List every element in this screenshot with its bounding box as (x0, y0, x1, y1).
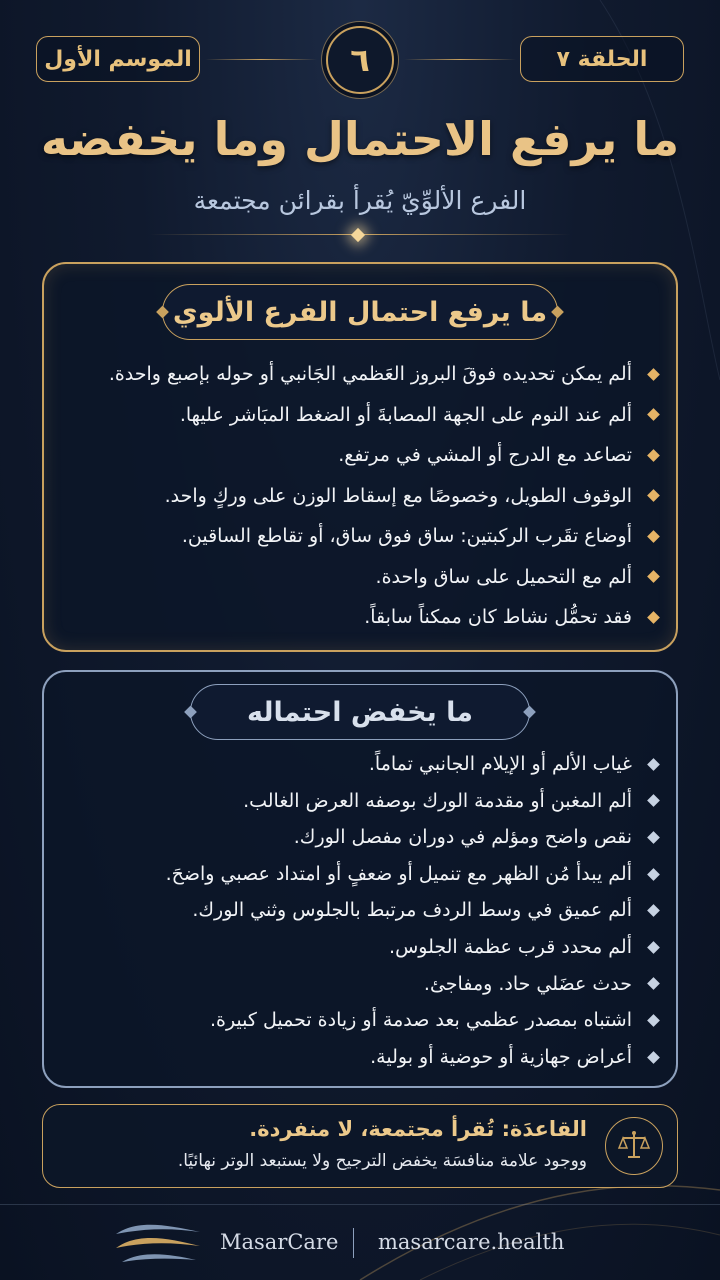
lower-panel-heading: ما يخفض احتماله (190, 684, 530, 740)
page-title: ما يرفع الاحتمال وما يخفضه (40, 112, 680, 166)
list-item-text: حدث عضَلي حاد. ومفاجئ. (423, 972, 632, 995)
header-divider-right (404, 59, 516, 60)
diamond-bullet-icon (647, 758, 660, 771)
footer-divider (0, 1204, 720, 1205)
number-badge: ٦ (326, 26, 394, 94)
list-item (44, 783, 676, 820)
diamond-bullet-icon (647, 868, 660, 881)
diamond-bullet-icon (647, 611, 660, 624)
diamond-bullet-icon (647, 489, 660, 502)
header-divider-left (205, 59, 317, 60)
list-item-text: أعراض جهازية أو حوضية أو بولية. (370, 1045, 632, 1068)
list-item (44, 929, 676, 966)
list-item-text: غياب الألم أو الإيلام الجانبي تماماً. (368, 753, 632, 775)
list-item (44, 516, 676, 557)
raise-items-list (44, 354, 676, 638)
list-item-text: ألم عميق في وسط الردف مرتبط بالجلوس وثني الورك. (192, 899, 632, 922)
raise-panel-heading: ما يرفع احتمال الفرع الألوي (162, 284, 558, 340)
diamond-bullet-icon (647, 408, 660, 421)
diamond-bullet-icon (647, 570, 660, 583)
list-item (44, 1039, 676, 1076)
diamond-bullet-icon (647, 904, 660, 917)
list-item (44, 966, 676, 1003)
season-badge: الموسم الأول (36, 36, 200, 82)
list-item-text: ألم محدد قرب عظمة الجلوس. (389, 935, 632, 958)
raise-probability-panel (42, 262, 678, 652)
rule-text: ووجود علامة منافسَة يخفض الترجيح ولا يستبعد الوتر نهائيًا. (177, 1151, 587, 1171)
list-item (44, 1002, 676, 1039)
rule-callout (42, 1104, 678, 1188)
list-item (44, 597, 676, 638)
diamond-bullet-icon (647, 977, 660, 990)
list-item-text: ألم يبدأ مُن الظهر مع تنميل أو ضعفٍ أو امتداد عصبي واضحَ. (165, 862, 632, 885)
list-item-text: الوقوف الطويل، وخصوصًا مع إسقاط الوزن على وركٍ واحد. (164, 484, 632, 507)
divider-sparkle-icon (351, 228, 365, 242)
footer-separator (353, 1228, 354, 1258)
rule-title: القاعدَة: تُقرأ مجتمعة، لا منفردة. (249, 1117, 587, 1141)
list-item (44, 435, 676, 476)
list-item (44, 354, 676, 395)
page-subtitle: الفرع الألوِّيّ يُقرأ بقرائن مجتمعة (193, 186, 527, 215)
lower-probability-panel (42, 670, 678, 1088)
brand-name: MasarCare (220, 1230, 339, 1254)
list-item-text: تصاعد مع الدرج أو المشي في مرتفع. (338, 444, 632, 466)
diamond-bullet-icon (647, 1051, 660, 1064)
episode-badge: الحلقة ٧ (520, 36, 684, 82)
list-item-text: اشتباه بمصدر عظمي بعد صدمة أو زيادة تحميل كبيرة. (209, 1009, 632, 1032)
lower-items-list (44, 746, 676, 1075)
list-item (44, 395, 676, 436)
list-item (44, 819, 676, 856)
diamond-bullet-icon (647, 941, 660, 954)
list-item-text: فقد تحمُّل نشاط كان ممكناً سابقاً. (364, 606, 632, 628)
website-link[interactable]: masarcare.health (378, 1230, 565, 1254)
list-item-text: ألم مع التحميل على ساق واحدة. (375, 565, 632, 588)
diamond-bullet-icon (647, 530, 660, 543)
list-item-text: نقص واضح ومؤلم في دوران مفصل الورك. (293, 826, 632, 849)
list-item-text: ألم يمكن تحديده فوقَ البروز العَظمي الجَانبي أو حوله بإصبع واحدة. (108, 363, 632, 385)
list-item (44, 892, 676, 929)
diamond-bullet-icon (647, 449, 660, 462)
list-item-text: ألم عند النوم على الجهة المصابةَ أو الضغط المبَاشر عليها. (179, 403, 632, 426)
list-item-text: أوضاع تقَرب الركبتين: ساق فوق ساق، أو تقاطع الساقين. (181, 525, 632, 547)
list-item (44, 476, 676, 517)
diamond-bullet-icon (647, 368, 660, 381)
diamond-bullet-icon (647, 795, 660, 808)
list-item (44, 746, 676, 783)
diamond-bullet-icon (647, 1014, 660, 1027)
diamond-bullet-icon (647, 831, 660, 844)
list-item-text: ألم المغبن أو مقدمة الورك بوصفه العرض الغالب. (243, 789, 632, 812)
list-item (44, 856, 676, 893)
scales-icon (605, 1117, 663, 1175)
wave-logo (112, 1218, 204, 1268)
list-item (44, 557, 676, 598)
